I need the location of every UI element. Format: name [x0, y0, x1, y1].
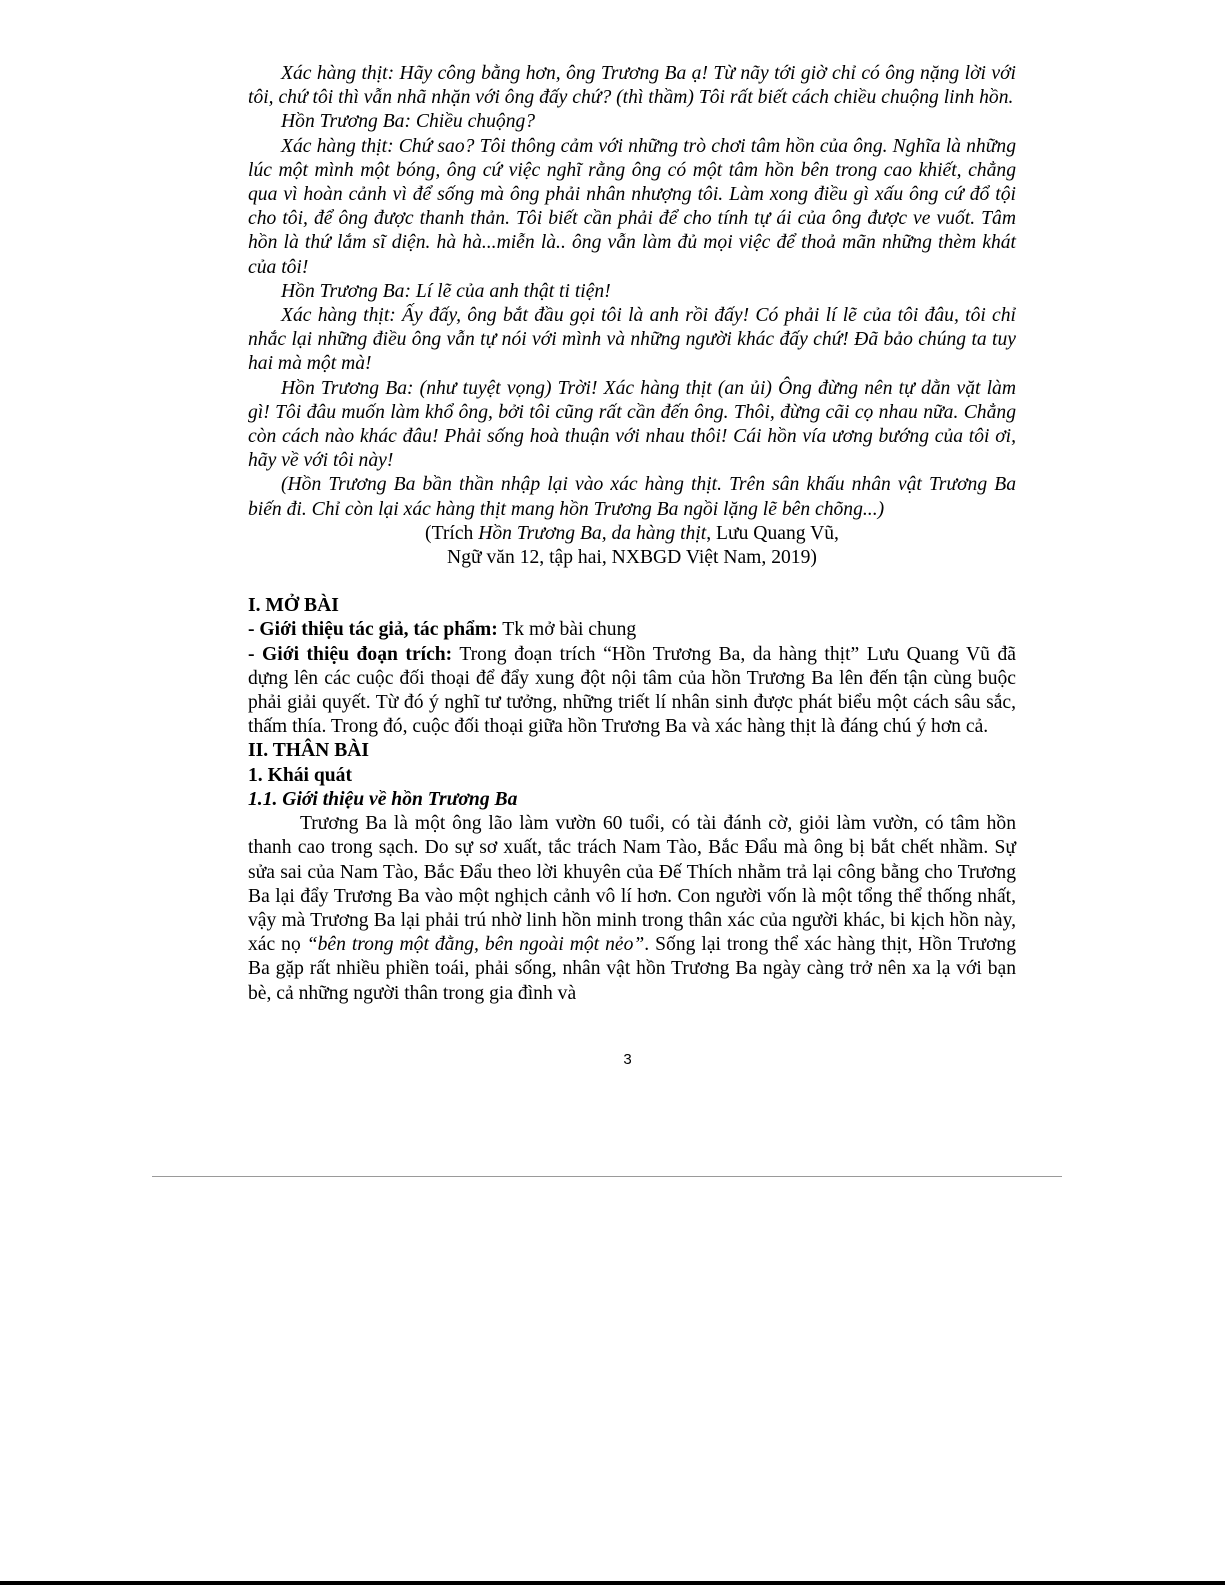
dialogue-paragraph: Hồn Trương Ba: Chiều chuộng?: [281, 111, 536, 133]
body-quote: “bên trong một đằng, bên ngoài một nẻo”: [306, 934, 645, 956]
dialogue-paragraph: Hồn Trương Ba: Lí lẽ của anh thật ti tiện!: [281, 280, 611, 302]
dialogue-paragraph: Hồn Trương Ba: (như tuyệt vọng) Trời! Xác hàng thịt (an ủi) Ông đừng nên tự dằn vặt làm gì! Tôi đâu muốn làm khổ ông, bởi tôi cũng rất cần đến ông. Thôi, đừng cãi cọ nhau nữa. Chẳng còn cách nào khác đâu! Phải sống hoà thuận với nhau thôi! Cái hồn vía ương bướng của tôi ơi, hãy về với tôi này!: [248, 377, 1016, 472]
intro-author: - Giới thiệu tác giả, tác phẩm: Tk mở bài chung: [248, 619, 637, 641]
citation-line-2: Ngữ văn 12, tập hai, NXBGD Việt Nam, 2019): [447, 547, 817, 569]
bottom-border: [0, 1581, 1225, 1585]
dialogue-paragraph: Xác hàng thịt: Chứ sao? Tôi thông cảm với những trò chơi tâm hồn của ông. Nghĩa là những lúc một mình một bóng, ông cứ việc nghĩ rằng ông có một tâm hồn bên trong cao khiết, chẳng qua vì hoàn cảnh vì để sống mà ông phải nhân nhượng tôi. Làm xong điều gì xấu ông cứ đổ tội cho tôi, để ông được thanh thản. Tôi biết cần phải để cho tính tự ái của ông được ve vuốt. Tâm hồn là thứ lắm sĩ diện. hà hà...miễn là.. ông vẫn làm đủ mọi việc để thoả mãn những thèm khát của tôi!: [248, 135, 1016, 278]
dialogue-paragraph: Xác hàng thịt: Ấy đấy, ông bắt đầu gọi tôi là anh rồi đấy! Có phải lí lẽ của tôi đâu, tôi chỉ nhắc lại những điều ông vẫn tự nói với mình và những người khác đấy chứ! Đã bảo chúng ta tuy hai mà một mà!: [248, 305, 1016, 375]
heading-overview: 1. Khái quát: [248, 764, 352, 786]
stage-direction: (Hồn Trương Ba bần thần nhập lại vào xác hàng thịt. Trên sân khấu nhân vật Trương Ba biến đi. Chỉ còn lại xác hàng thịt mang hồn Trương Ba ngồi lặng lẽ bên chõng...): [248, 474, 1016, 520]
heading-subsection: 1.1. Giới thiệu về hồn Trương Ba: [248, 788, 518, 810]
heading-body: II. THÂN BÀI: [248, 740, 370, 762]
body-paragraph: Trương Ba là một ông lão làm vườn 60 tuổi, có tài đánh cờ, giỏi làm vườn, có tâm hồn thanh cao trong sạch. Do sự sơ xuất, tắc trách Nam Tào, Bắc Đẩu mà ông bị bắt chết nhầm. Sự sửa sai của Nam Tào, Bắc Đẩu theo lời khuyên của Đế Thích nhằm trả lại công bằng cho Trương Ba lại đẩy Trương Ba vào một nghịch cảnh vô lí hơn. Con người vốn là một tổng thể thống nhất, vậy mà Trương Ba lại phải trú nhờ linh hồn minh trong thân xác của người khác, bi kịch hồn này, xác nọ “bên trong một đằng, bên ngoài một nẻo”. Sống lại trong thể xác hàng thịt, Hồn Trương Ba gặp rất nhiều phiền toái, phải sống, nhân vật hồn Trương Ba ngày càng trở nên xa lạ với bạn bè, cả những người thân trong gia đình và: [248, 813, 1016, 1004]
page-number: 3: [623, 1051, 632, 1068]
dialogue-paragraph: Xác hàng thịt: Hãy công bằng hơn, ông Trương Ba ạ! Từ nãy tới giờ chỉ có ông nặng lời với tôi, chứ tôi thì vẫn nhã nhặn với ông đấy chứ? (thì thầm) Tôi rất biết cách chiều chuộng linh hồn.: [248, 63, 1016, 109]
citation-title: Hồn Trương Ba, da hàng thịt: [478, 522, 707, 544]
citation-line-1: (Trích Hồn Trương Ba, da hàng thịt, Lưu Quang Vũ,: [425, 522, 839, 544]
spacer: [248, 570, 1016, 594]
document-page: [248, 62, 1016, 1006]
heading-intro: I. MỞ BÀI: [248, 595, 339, 617]
intro-excerpt: - Giới thiệu đoạn trích: Trong đoạn trích “Hồn Trương Ba, da hàng thịt” Lưu Quang Vũ đã dựng lên các cuộc đối thoại để đẩy xung đột nội tâm của hồn Trương Ba lên đến tận cùng buộc phải giải quyết. Từ đó ý nghĩ tư tưởng, những triết lí nhân sinh được phát biểu một cách sâu sắc, thấm thía. Trong đó, cuộc đối thoại giữa hồn Trương Ba và xác hàng thịt là đáng chú ý hơn cả.: [248, 643, 1016, 738]
page-divider: [152, 1176, 1062, 1177]
